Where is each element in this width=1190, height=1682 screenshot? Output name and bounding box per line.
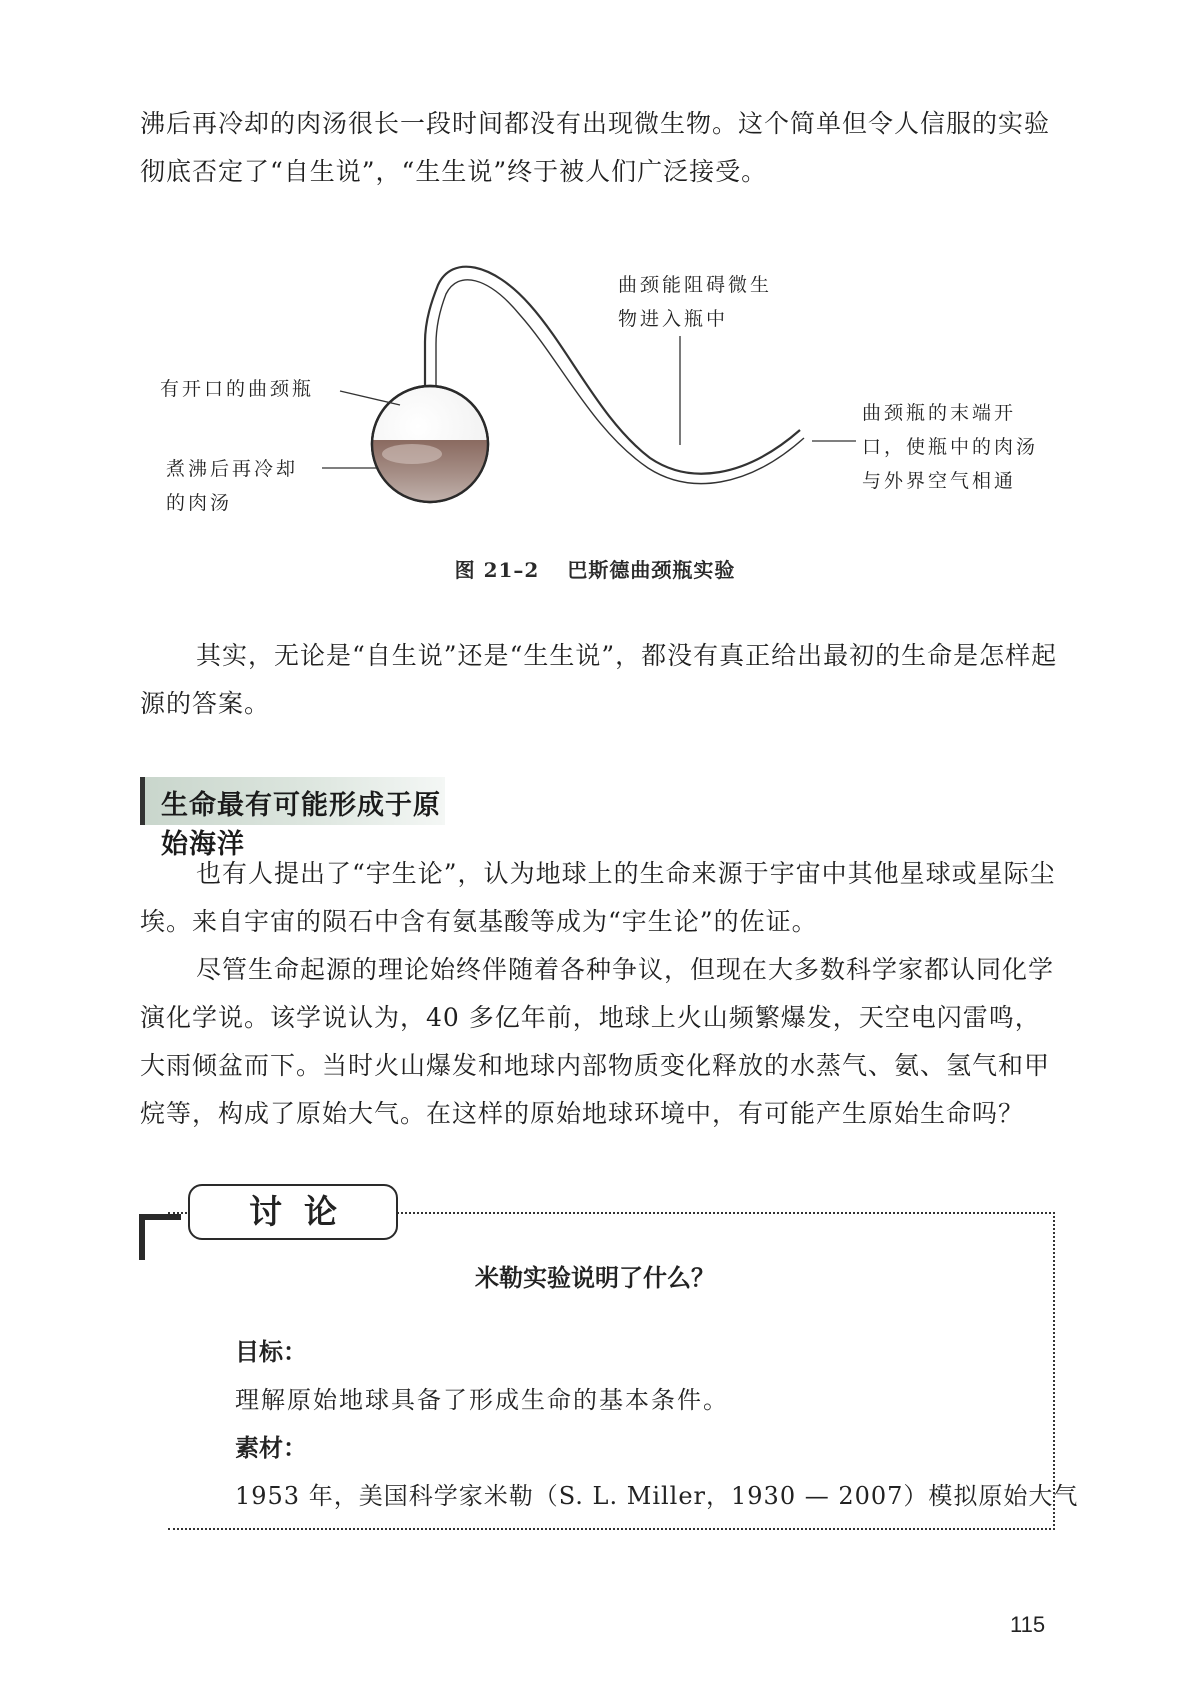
section-heading — [140, 777, 445, 860]
label-neck-line1: 曲颈能阻碍微生 — [618, 274, 773, 296]
discussion-box-corner-vertical — [139, 1214, 145, 1260]
paragraph-cosmic-origin: 也有人提出了“宇生论”，认为地球上的生命来源于宇宙中其他星球或星际尘埃。来自宇宙的陨石中含有氨基酸等成为“宇生论”的佐证。 — [140, 859, 1056, 936]
label-broth-line2: 的肉汤 — [166, 492, 233, 514]
label-end-line2: 口，使瓶中的肉汤 — [862, 436, 1039, 458]
caption-title: 巴斯德曲颈瓶实验 — [567, 558, 736, 582]
figure-caption — [0, 554, 1190, 583]
section-heading-text: 生命最有可能形成于原始海洋 — [161, 790, 441, 860]
label-broth-line1: 煮沸后再冷却 — [166, 458, 299, 480]
paragraph-origin-answer: 其实，无论是“自生说”还是“生生说”，都没有真正给出最初的生命是怎样起源的答案。 — [140, 641, 1058, 718]
page-number: 115 — [1010, 1612, 1046, 1637]
goal-text: 理解原始地球具备了形成生命的基本条件。 — [235, 1386, 729, 1414]
discussion-tab-label: 讨论 — [249, 1192, 359, 1231]
discussion-box-corner — [139, 1214, 181, 1220]
paragraph-chemical-evolution: 尽管生命起源的理论始终伴随着各种争议，但现在大多数科学家都认同化学演化学说。该学说认为，40 多亿年前，地球上火山频繁爆发，天空电闪雷鸣，大雨倾盆而下。当时火山爆发和地球内部物质变化释放的水蒸气、氨、氢气和甲烷等，构成了原始大气。在这样的原始地球环境中，有可能产生原始生命吗？ — [140, 955, 1055, 1128]
goal-heading: 目标： — [235, 1338, 307, 1366]
discussion-tab — [188, 1184, 398, 1240]
label-open-flask: 有开口的曲颈瓶 — [160, 378, 315, 400]
caption-number: 图 21–2 — [454, 558, 540, 582]
label-end-line1: 曲颈瓶的末端开 — [862, 402, 1017, 424]
material-heading: 素材： — [235, 1434, 307, 1462]
material-text: 1953 年，美国科学家米勒（S. L. Miller，1930 — 2007）模拟原始大气 — [235, 1482, 1079, 1510]
discussion-question: 米勒实验说明了什么？ — [475, 1264, 715, 1292]
label-neck-line2: 物进入瓶中 — [618, 308, 729, 330]
top-paragraph: 沸后再冷却的肉汤很长一段时间都没有出现微生物。这个简单但令人信服的实验彻底否定了“自生说”，“生生说”终于被人们广泛接受。 — [140, 109, 1051, 186]
label-end-line3: 与外界空气相通 — [862, 470, 1017, 492]
